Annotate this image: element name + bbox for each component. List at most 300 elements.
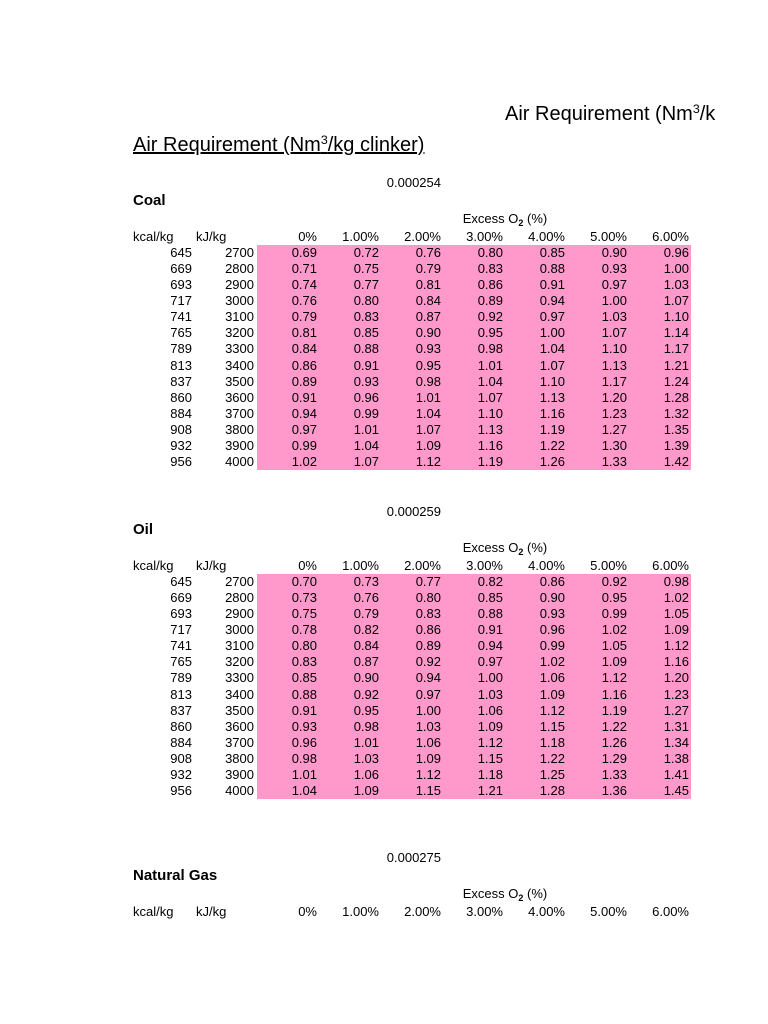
kcal-cell: 693 [170,277,192,293]
kj-cell: 3000 [225,293,254,309]
air-requirement-cell: 0.73 [291,590,317,606]
air-requirement-cell: 0.96 [663,245,689,260]
kcal-cell: 765 [170,325,192,341]
air-requirement-cell: 1.01 [353,734,379,750]
air-requirement-table [131,574,691,799]
air-requirement-cell: 0.99 [539,638,565,654]
air-requirement-cell: 1.13 [601,357,627,373]
air-requirement-cell: 0.95 [353,702,379,718]
excess-column-header: 0% [298,558,317,573]
air-requirement-cell: 1.02 [291,454,317,470]
kj-cell: 3300 [225,670,254,686]
air-requirement-cell: 1.16 [663,654,689,670]
excess-column-header: 2.00% [404,904,441,919]
kcal-cell: 765 [170,654,192,670]
kj-cell: 2800 [225,261,254,277]
column-header-row [131,558,691,574]
air-requirement-cell: 0.89 [291,373,317,389]
air-requirement-cell: 1.22 [601,718,627,734]
kcal-cell: 717 [170,622,192,638]
air-requirement-cell: 1.33 [601,454,627,470]
air-requirement-cell: 1.45 [663,783,689,799]
air-requirement-cell: 1.07 [539,357,565,373]
kcal-cell: 837 [170,702,192,718]
excess-column-header: 5.00% [590,229,627,244]
air-requirement-cell: 0.76 [353,590,379,606]
air-requirement-cell: 0.96 [291,734,317,750]
column-header-row [131,229,691,245]
air-requirement-cell: 0.99 [601,606,627,622]
table-row [131,767,691,783]
air-requirement-cell: 1.29 [601,750,627,766]
air-requirement-cell: 1.19 [539,421,565,437]
kj-column-header: kJ/kg [196,558,227,573]
air-requirement-cell: 1.17 [663,341,689,357]
kj-cell: 3900 [225,766,254,782]
air-requirement-cell: 1.09 [353,783,379,799]
air-requirement-cell: 1.13 [477,421,503,437]
excess-column-header: 4.00% [528,229,565,244]
air-requirement-cell: 1.12 [539,702,565,718]
air-requirement-cell: 0.93 [291,718,317,734]
air-requirement-table [131,245,691,470]
excess-o2-label [443,540,567,556]
air-requirement-cell: 0.95 [601,590,627,606]
excess-column-header: 5.00% [590,904,627,919]
air-requirement-cell: 1.15 [477,750,503,766]
air-requirement-cell: 1.36 [601,783,627,799]
air-requirement-cell: 1.33 [601,766,627,782]
excess-column-header: 1.00% [342,558,379,573]
air-requirement-cell: 0.83 [291,654,317,670]
table-row [131,325,691,341]
air-requirement-cell: 1.07 [477,389,503,405]
kcal-column-header: kcal/kg [133,904,174,919]
conversion-factor: 0.000275 [386,850,441,865]
air-requirement-cell: 1.03 [415,718,441,734]
air-requirement-cell: 1.07 [601,325,627,341]
air-requirement-cell: 1.16 [601,686,627,702]
air-requirement-cell: 1.22 [539,437,565,453]
air-requirement-cell: 0.90 [601,245,627,260]
kcal-cell: 932 [170,766,192,782]
air-requirement-cell: 0.71 [291,261,317,277]
air-requirement-cell: 0.75 [353,261,379,277]
air-requirement-cell: 0.92 [415,654,441,670]
air-requirement-cell: 0.93 [415,341,441,357]
air-requirement-cell: 1.04 [291,783,317,799]
air-requirement-cell: 1.13 [539,389,565,405]
air-requirement-cell: 0.85 [539,245,565,260]
conversion-factor: 0.000259 [386,504,441,519]
air-requirement-cell: 0.92 [477,309,503,325]
air-requirement-cell: 0.94 [539,293,565,309]
air-requirement-cell: 0.69 [291,245,317,260]
air-requirement-cell: 1.27 [601,421,627,437]
air-requirement-cell: 1.04 [415,405,441,421]
air-requirement-cell: 0.75 [291,606,317,622]
air-requirement-cell: 1.15 [415,783,441,799]
table-row [131,638,691,654]
kj-cell: 4000 [225,454,254,470]
air-requirement-cell: 0.82 [477,574,503,589]
air-requirement-cell: 1.41 [663,766,689,782]
column-header-row [131,904,691,920]
air-requirement-cell: 0.93 [601,261,627,277]
table-row [131,341,691,357]
page-title [133,133,424,159]
table-row [131,358,691,374]
kcal-column-header: kcal/kg [133,229,174,244]
excess-o2-label [443,886,567,902]
air-requirement-cell: 0.80 [291,638,317,654]
air-requirement-cell: 0.96 [353,389,379,405]
table-row [131,374,691,390]
air-requirement-cell: 1.07 [353,454,379,470]
kcal-cell: 813 [170,686,192,702]
air-requirement-cell: 0.83 [415,606,441,622]
air-requirement-cell: 1.01 [353,421,379,437]
kj-cell: 3700 [225,734,254,750]
air-requirement-cell: 1.07 [415,421,441,437]
excess-column-header: 6.00% [652,904,689,919]
air-requirement-cell: 0.95 [477,325,503,341]
kj-cell: 2900 [225,277,254,293]
table-row [131,654,691,670]
air-requirement-cell: 0.97 [477,654,503,670]
kcal-cell: 645 [170,245,192,260]
excess-column-header: 5.00% [590,558,627,573]
kcal-cell: 884 [170,405,192,421]
kcal-cell: 741 [170,309,192,325]
air-requirement-cell: 0.90 [353,670,379,686]
table-row [131,735,691,751]
air-requirement-cell: 1.07 [663,293,689,309]
air-requirement-cell: 1.23 [601,405,627,421]
excess-column-header: 1.00% [342,229,379,244]
air-requirement-cell: 1.06 [539,670,565,686]
air-requirement-cell: 1.09 [415,437,441,453]
kj-cell: 2800 [225,590,254,606]
air-requirement-cell: 0.80 [477,245,503,260]
air-requirement-cell: 0.94 [291,405,317,421]
air-requirement-cell: 0.88 [477,606,503,622]
air-requirement-cell: 1.16 [539,405,565,421]
air-requirement-cell: 1.06 [415,734,441,750]
air-requirement-cell: 1.28 [539,783,565,799]
air-requirement-cell: 1.03 [601,309,627,325]
excess-label-text: Excess O [462,539,519,555]
air-requirement-cell: 0.93 [353,373,379,389]
air-requirement-cell: 0.84 [415,293,441,309]
air-requirement-cell: 1.00 [539,325,565,341]
air-requirement-cell: 1.10 [477,405,503,421]
kcal-cell: 789 [170,341,192,357]
kj-cell: 3400 [225,686,254,702]
kj-cell: 3800 [225,421,254,437]
page-header-text: Air Requirement (Nm [505,103,693,125]
air-requirement-cell: 1.01 [477,357,503,373]
kj-cell: 3500 [225,373,254,389]
air-requirement-cell: 0.98 [353,718,379,734]
air-requirement-cell: 1.03 [353,750,379,766]
air-requirement-cell: 0.74 [291,277,317,293]
air-requirement-cell: 1.25 [539,766,565,782]
air-requirement-cell: 0.88 [539,261,565,277]
table-row [131,751,691,767]
air-requirement-cell: 1.19 [601,702,627,718]
air-requirement-cell: 1.35 [663,421,689,437]
air-requirement-cell: 0.97 [291,421,317,437]
air-requirement-cell: 0.93 [539,606,565,622]
air-requirement-cell: 1.38 [663,750,689,766]
air-requirement-cell: 1.12 [663,638,689,654]
table-row [131,438,691,454]
air-requirement-cell: 0.84 [353,638,379,654]
air-requirement-cell: 0.97 [601,277,627,293]
kj-cell: 4000 [225,783,254,799]
table-row [131,261,691,277]
air-requirement-cell: 1.34 [663,734,689,750]
kj-cell: 2700 [225,574,254,589]
fuel-name: Oil [133,521,154,538]
kj-cell: 3100 [225,309,254,325]
page-header [505,102,718,126]
excess-label-tail: (%) [523,885,548,901]
air-requirement-cell: 0.99 [291,437,317,453]
air-requirement-cell: 0.77 [415,574,441,589]
page-header-superscript: 3 [692,102,700,117]
table-row [131,719,691,735]
air-requirement-cell: 0.97 [415,686,441,702]
kcal-cell: 884 [170,734,192,750]
air-requirement-cell: 1.12 [601,670,627,686]
fuel-name: Natural Gas [133,867,218,884]
excess-column-header: 6.00% [652,558,689,573]
air-requirement-cell: 0.73 [353,574,379,589]
air-requirement-cell: 1.12 [415,766,441,782]
table-row [131,309,691,325]
kj-cell: 3200 [225,654,254,670]
page-header-tail: /k [699,103,716,125]
table-row [131,783,691,799]
air-requirement-cell: 0.79 [353,606,379,622]
kcal-cell: 932 [170,437,192,453]
table-row [131,703,691,719]
air-requirement-cell: 1.15 [539,718,565,734]
kj-cell: 3700 [225,405,254,421]
table-row [131,687,691,703]
air-requirement-cell: 1.05 [601,638,627,654]
kcal-cell: 908 [170,750,192,766]
page-title-text: Air Requirement (Nm [133,134,321,156]
air-requirement-cell: 1.21 [663,357,689,373]
air-requirement-cell: 1.30 [601,437,627,453]
air-requirement-cell: 1.05 [663,606,689,622]
table-row [131,277,691,293]
kcal-cell: 813 [170,357,192,373]
excess-column-header: 2.00% [404,558,441,573]
table-row [131,422,691,438]
air-requirement-cell: 0.92 [353,686,379,702]
kcal-cell: 693 [170,606,192,622]
table-row [131,390,691,406]
fuel-name: Coal [133,192,166,209]
air-requirement-cell: 0.94 [477,638,503,654]
air-requirement-cell: 1.18 [539,734,565,750]
air-requirement-cell: 1.20 [663,670,689,686]
air-requirement-cell: 1.00 [477,670,503,686]
air-requirement-cell: 1.00 [663,261,689,277]
kj-cell: 3100 [225,638,254,654]
page-title-tail: /kg clinker) [327,134,425,156]
excess-label-tail: (%) [523,539,548,555]
kcal-column-header: kcal/kg [133,558,174,573]
kcal-cell: 956 [170,783,192,799]
table-row [131,622,691,638]
table-row [131,574,691,590]
air-requirement-cell: 1.09 [601,654,627,670]
air-requirement-cell: 1.02 [539,654,565,670]
air-requirement-cell: 1.26 [539,454,565,470]
air-requirement-cell: 0.76 [415,245,441,260]
kj-cell: 2700 [225,245,254,260]
kj-cell: 3200 [225,325,254,341]
air-requirement-cell: 1.24 [663,373,689,389]
air-requirement-cell: 1.12 [477,734,503,750]
air-requirement-cell: 1.02 [663,590,689,606]
kj-column-header: kJ/kg [196,229,227,244]
air-requirement-cell: 1.14 [663,325,689,341]
air-requirement-cell: 0.86 [539,574,565,589]
air-requirement-cell: 0.86 [291,357,317,373]
air-requirement-cell: 1.00 [415,702,441,718]
air-requirement-cell: 0.80 [415,590,441,606]
conversion-factor: 0.000254 [386,175,441,190]
excess-label-text: Excess O [462,885,519,901]
air-requirement-cell: 0.88 [353,341,379,357]
air-requirement-cell: 0.90 [539,590,565,606]
air-requirement-cell: 0.94 [415,670,441,686]
air-requirement-cell: 1.28 [663,389,689,405]
air-requirement-cell: 0.98 [663,574,689,589]
air-requirement-cell: 0.92 [601,574,627,589]
air-requirement-cell: 0.81 [415,277,441,293]
kj-cell: 3300 [225,341,254,357]
excess-o2-label [443,211,567,227]
air-requirement-cell: 1.06 [353,766,379,782]
air-requirement-cell: 1.12 [415,454,441,470]
air-requirement-cell: 0.86 [415,622,441,638]
air-requirement-cell: 1.17 [601,373,627,389]
air-requirement-cell: 1.04 [353,437,379,453]
air-requirement-cell: 0.91 [539,277,565,293]
air-requirement-cell: 1.32 [663,405,689,421]
air-requirement-cell: 0.79 [291,309,317,325]
kj-cell: 3900 [225,437,254,453]
excess-column-header: 4.00% [528,904,565,919]
air-requirement-cell: 1.31 [663,718,689,734]
air-requirement-cell: 1.10 [601,341,627,357]
air-requirement-cell: 0.90 [415,325,441,341]
air-requirement-cell: 1.03 [477,686,503,702]
air-requirement-cell: 1.09 [539,686,565,702]
air-requirement-cell: 1.02 [601,622,627,638]
air-requirement-cell: 0.98 [477,341,503,357]
air-requirement-cell: 1.04 [477,373,503,389]
air-requirement-cell: 1.04 [539,341,565,357]
kj-cell: 3800 [225,750,254,766]
air-requirement-cell: 1.01 [415,389,441,405]
kcal-cell: 908 [170,421,192,437]
air-requirement-cell: 1.19 [477,454,503,470]
kcal-cell: 860 [170,718,192,734]
excess-column-header: 0% [298,229,317,244]
table-row [131,606,691,622]
excess-column-header: 6.00% [652,229,689,244]
air-requirement-cell: 1.00 [601,293,627,309]
air-requirement-cell: 1.01 [291,766,317,782]
excess-column-header: 3.00% [466,558,503,573]
excess-label-tail: (%) [523,210,548,226]
air-requirement-cell: 0.79 [415,261,441,277]
air-requirement-cell: 1.23 [663,686,689,702]
air-requirement-cell: 1.20 [601,389,627,405]
air-requirement-cell: 0.83 [477,261,503,277]
excess-column-header: 3.00% [466,229,503,244]
excess-column-header: 3.00% [466,904,503,919]
air-requirement-cell: 0.87 [353,654,379,670]
excess-column-header: 4.00% [528,558,565,573]
kcal-cell: 669 [170,590,192,606]
air-requirement-cell: 0.70 [291,574,317,589]
air-requirement-cell: 0.85 [477,590,503,606]
kj-cell: 3500 [225,702,254,718]
air-requirement-cell: 1.21 [477,783,503,799]
air-requirement-cell: 0.76 [291,293,317,309]
table-row [131,454,691,470]
air-requirement-cell: 0.91 [477,622,503,638]
o2-subscript: 2 [518,892,524,903]
air-requirement-cell: 1.03 [663,277,689,293]
air-requirement-cell: 1.09 [663,622,689,638]
air-requirement-cell: 0.91 [291,702,317,718]
table-row [131,590,691,606]
excess-label-text: Excess O [462,210,519,226]
kj-column-header: kJ/kg [196,904,227,919]
kcal-cell: 837 [170,373,192,389]
air-requirement-cell: 0.77 [353,277,379,293]
air-requirement-cell: 0.85 [291,670,317,686]
air-requirement-cell: 1.16 [477,437,503,453]
table-row [131,406,691,422]
kcal-cell: 741 [170,638,192,654]
kj-cell: 3600 [225,718,254,734]
air-requirement-cell: 0.91 [353,357,379,373]
air-requirement-cell: 0.85 [353,325,379,341]
page-title-superscript: 3 [320,133,328,148]
air-requirement-cell: 1.39 [663,437,689,453]
excess-column-header: 0% [298,904,317,919]
air-requirement-cell: 1.18 [477,766,503,782]
air-requirement-cell: 0.80 [353,293,379,309]
air-requirement-cell: 1.27 [663,702,689,718]
air-requirement-cell: 1.09 [415,750,441,766]
air-requirement-cell: 1.09 [477,718,503,734]
air-requirement-cell: 0.98 [291,750,317,766]
air-requirement-cell: 0.78 [291,622,317,638]
air-requirement-cell: 0.89 [415,638,441,654]
